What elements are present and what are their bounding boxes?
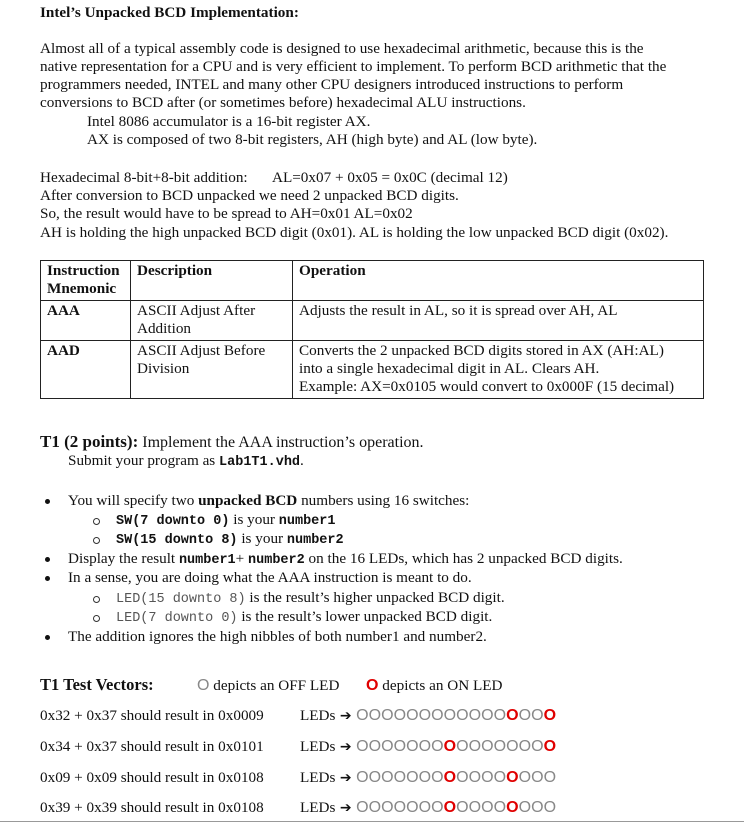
sw-low-code: SW(7 downto 0) [116, 514, 230, 529]
led-on-icon: O [443, 769, 457, 786]
led-off-icon: O [468, 738, 482, 755]
led-off-icon: O [393, 738, 407, 755]
led-off-icon: O [406, 707, 419, 724]
led-low-text: is the result’s lower unpacked BCD digit. [237, 608, 493, 625]
arrow-right-icon: ➔ [335, 739, 357, 755]
example-label: Hexadecimal 8-bit+8-bit addition: [40, 169, 248, 186]
led-off-icon: O [356, 769, 369, 786]
intro-line-4: conversions to BCD after (or sometimes before) hexadecimal ALU instructions. [40, 94, 526, 111]
sub-bullet-circle [93, 615, 100, 622]
led-on-icon: O [506, 799, 519, 816]
bullet1-bold: unpacked BCD [198, 492, 298, 509]
led-off-icon: O [468, 769, 482, 786]
example-line-1: After conversion to BCD unpacked we need 2 unpacked BCD digits. [40, 187, 459, 204]
table-header-mnemonic: Instruction Mnemonic [41, 261, 131, 301]
led-on-icon: O [506, 769, 519, 786]
t1-heading-text: Implement the AAA instruction’s operation. [138, 434, 424, 451]
bullet2-var1: number1 [178, 553, 236, 568]
table-cell-operation: Adjusts the result in AL, so it is spread over AH, AL [293, 301, 704, 341]
arrow-right-icon: ➔ [335, 708, 357, 724]
legend-on [366, 677, 503, 696]
table-header-operation: Operation [293, 261, 704, 301]
led-off-icon: O [506, 738, 519, 755]
vectors-heading: T1 Test Vectors: [40, 675, 154, 694]
bullet1-pre: You will specify two [68, 492, 199, 509]
led-on-icon: O [506, 707, 519, 724]
page-title: Intel’s Unpacked BCD Implementation: [40, 4, 299, 21]
sub-bullet-led-high [116, 589, 505, 610]
sw-low-text: is your [229, 511, 279, 528]
led-off-icon: O [381, 707, 394, 724]
led-off-icon: O [381, 799, 394, 816]
table-header-description: Description [131, 261, 293, 301]
led-off-legend-icon: O [197, 677, 210, 694]
table-cell-description: ASCII Adjust After Addition [131, 301, 293, 341]
t1-submit-line [68, 452, 304, 473]
sub-bullet-circle [93, 596, 100, 603]
bullet-dot [45, 576, 50, 581]
sw-low-var: number1 [278, 514, 336, 529]
test-vector-leds [300, 738, 556, 757]
test-vector-text: 0x09 + 0x09 should result in 0x0108 [40, 769, 264, 786]
sw-high-var: number2 [286, 533, 344, 548]
test-vector-leds [300, 799, 556, 818]
t1-submit-suffix: . [300, 452, 304, 469]
leds-label: LEDs [300, 707, 336, 724]
led-off-icon: O [431, 769, 444, 786]
legend-on-label: depicts an ON LED [378, 677, 503, 694]
sub-bullet-led-low [116, 608, 492, 629]
led-on-icon: O [543, 707, 557, 724]
led-off-icon: O [381, 738, 394, 755]
sub-bullet-sw-low [116, 511, 336, 532]
page-bottom-rule [0, 821, 744, 822]
led-on-icon: O [443, 799, 457, 816]
led-off-icon: O [531, 707, 544, 724]
leds-label: LEDs [300, 769, 336, 786]
led-off-icon: O [356, 799, 369, 816]
arrow-right-icon: ➔ [335, 800, 357, 816]
table-cell-description: ASCII Adjust Before Division [131, 341, 293, 399]
led-off-icon: O [518, 769, 532, 786]
table-row [41, 341, 704, 399]
test-vector-leds [300, 769, 556, 788]
led-off-icon: O [493, 799, 507, 816]
led-off-icon: O [406, 799, 419, 816]
led-off-icon: O [368, 738, 382, 755]
led-off-icon: O [531, 769, 544, 786]
sub-bullet-circle [93, 537, 100, 544]
led-off-icon: O [481, 738, 494, 755]
led-off-icon: O [431, 707, 444, 724]
table-row [41, 301, 704, 341]
led-off-icon: O [368, 799, 382, 816]
led-on-icon: O [543, 738, 557, 755]
bullet-dot [45, 635, 50, 640]
bullet2-plus: + [235, 550, 249, 567]
led-off-icon: O [393, 769, 407, 786]
led-off-icon: O [468, 799, 482, 816]
legend-off-label: depicts an OFF LED [209, 677, 340, 694]
led-off-icon: O [456, 738, 469, 755]
instruction-table [40, 260, 704, 399]
led-off-icon: O [493, 707, 507, 724]
arrow-right-icon: ➔ [335, 770, 357, 786]
t1-submit-file: Lab1T1.vhd [219, 455, 301, 470]
led-off-icon: O [543, 769, 557, 786]
sw-high-code: SW(15 downto 8) [116, 533, 238, 548]
test-vector-leds [300, 707, 556, 726]
table-cell-mnemonic: AAD [41, 341, 131, 399]
led-off-icon: O [356, 738, 369, 755]
led-off-icon: O [418, 707, 432, 724]
intro-indented-2: AX is composed of two 8-bit registers, AH (high byte) and AL (low byte). [87, 131, 538, 148]
led-off-icon: O [468, 707, 482, 724]
example-line-2: So, the result would have to be spread to AH=0x01 AL=0x02 [40, 205, 413, 222]
led-low-code: LED(7 downto 0) [116, 611, 238, 626]
leds-label: LEDs [300, 738, 336, 755]
led-off-icon: O [418, 769, 432, 786]
t1-heading-label: T1 (2 points): [40, 432, 139, 451]
bullet2-pre: Display the result [68, 550, 179, 567]
bullet-dot [45, 557, 50, 562]
led-off-icon: O [531, 738, 544, 755]
t1-heading [40, 433, 424, 453]
leds-label: LEDs [300, 799, 336, 816]
led-off-icon: O [456, 799, 469, 816]
led-off-icon: O [543, 799, 557, 816]
led-off-icon: O [493, 738, 507, 755]
led-on-icon: O [443, 738, 457, 755]
led-off-icon: O [431, 799, 444, 816]
led-high-code: LED(15 downto 8) [116, 592, 246, 607]
led-off-icon: O [481, 799, 494, 816]
table-cell-mnemonic: AAA [41, 301, 131, 341]
led-off-icon: O [456, 707, 469, 724]
led-off-icon: O [381, 769, 394, 786]
led-off-icon: O [368, 707, 382, 724]
example-line-3: AH is holding the high unpacked BCD digit (0x01). AL is holding the low unpacked BCD digit (0x02). [40, 224, 669, 241]
test-vector-text: 0x32 + 0x37 should result in 0x0009 [40, 707, 264, 724]
bullet-aaa-sense: In a sense, you are doing what the AAA instruction is meant to do. [68, 569, 472, 586]
led-off-icon: O [418, 738, 432, 755]
led-off-icon: O [493, 769, 507, 786]
legend-off [197, 677, 339, 696]
led-on-legend-icon: O [366, 677, 379, 694]
led-off-icon: O [406, 738, 419, 755]
led-off-icon: O [393, 707, 407, 724]
bullet-display [68, 550, 623, 571]
intro-line-3: programmers needed, INTEL and many other CPU designers introduced instructions to perform [40, 76, 624, 93]
bullet-ignore-nibbles: The addition ignores the high nibbles of both number1 and number2. [68, 628, 487, 645]
bullet2-post: on the 16 LEDs, which has 2 unpacked BCD digits. [304, 550, 623, 567]
led-off-icon: O [518, 707, 532, 724]
led-off-icon: O [518, 738, 532, 755]
sub-bullet-circle [93, 518, 100, 525]
led-off-icon: O [356, 707, 369, 724]
led-off-icon: O [431, 738, 444, 755]
led-off-icon: O [443, 707, 457, 724]
bullet2-var2: number2 [248, 553, 305, 568]
led-off-icon: O [406, 769, 419, 786]
led-off-icon: O [418, 799, 432, 816]
intro-line-2: native representation for a CPU and is very efficient to implement. To perform BCD arithmetic that the [40, 58, 667, 75]
led-off-icon: O [393, 799, 407, 816]
intro-line-1: Almost all of a typical assembly code is designed to use hexadecimal arithmetic, because this is the [40, 40, 644, 57]
bullet-switches [68, 492, 469, 511]
bullet-dot [45, 499, 50, 504]
vectors-heading-line [40, 676, 154, 696]
led-off-icon: O [518, 799, 532, 816]
sub-bullet-sw-high [116, 530, 344, 551]
led-off-icon: O [481, 707, 494, 724]
led-high-text: is the result’s higher unpacked BCD digit. [245, 589, 505, 606]
table-header-row [41, 261, 704, 301]
intro-indented-1: Intel 8086 accumulator is a 16-bit register AX. [87, 113, 371, 130]
test-vector-text: 0x39 + 0x39 should result in 0x0108 [40, 799, 264, 816]
led-off-icon: O [456, 769, 469, 786]
t1-submit-prefix: Submit your program as [68, 452, 220, 469]
led-off-icon: O [368, 769, 382, 786]
example-value: AL=0x07 + 0x05 = 0x0C (decimal 12) [272, 169, 508, 186]
sw-high-text: is your [237, 530, 287, 547]
table-cell-operation: Converts the 2 unpacked BCD digits stored in AX (AH:AL) into a single hexadecimal digit in AL. Clears AH. Example: AX=0x0105 would convert to 0x000F (15 decimal) [293, 341, 704, 399]
led-off-icon: O [481, 769, 494, 786]
led-off-icon: O [531, 799, 544, 816]
test-vector-text: 0x34 + 0x37 should result in 0x0101 [40, 738, 264, 755]
bullet1-post: numbers using 16 switches: [297, 492, 470, 509]
